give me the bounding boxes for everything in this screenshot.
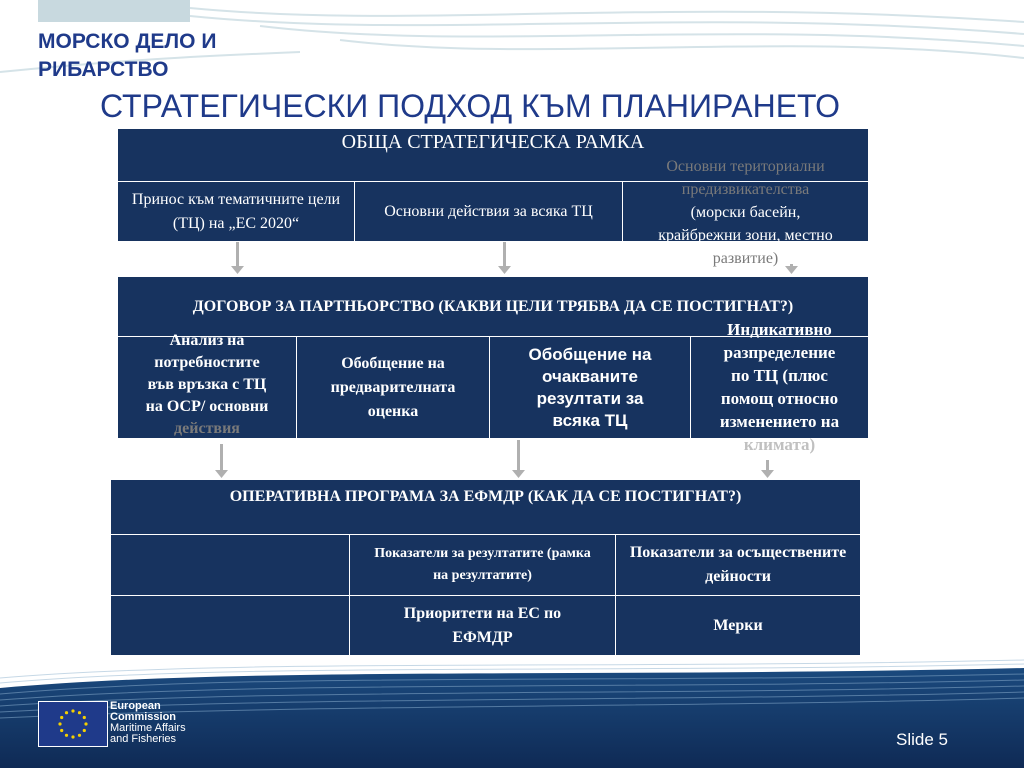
slide-label: Slide [896, 730, 934, 749]
allocation-line3: по ТЦ (плюс [731, 366, 828, 385]
strategic-framework-heading-text: ОБЩА СТРАТЕГИЧЕСКА РАМКА [341, 131, 645, 153]
needs-line1: Анализ на [169, 332, 245, 349]
framework-col-contribution-text: Принос към тематичните цели (ТЦ) на „ЕС 2020“ [131, 190, 341, 232]
ex-ante-text: Обобщение на предварителната оценка [330, 354, 456, 420]
partnership-col-allocation-text [690, 318, 869, 456]
framework-col-actions [354, 181, 623, 242]
challenges-line4: крайбрежни зони, местно [658, 227, 833, 244]
slide-number-label [896, 730, 948, 750]
op-programme-r2c1 [110, 595, 350, 656]
eu-priorities-text: Приоритети на ЕС по ЕФМДР [403, 604, 562, 646]
op-programme-output-indicators [615, 534, 861, 596]
op-programme-measures [615, 595, 861, 656]
ec-line1: European [110, 700, 161, 712]
op-programme-heading [110, 479, 861, 535]
org-name-line2: РИБАРСТВО [38, 58, 169, 81]
challenges-line1: Основни териториални [666, 158, 825, 175]
eu-flag-logo [38, 701, 108, 747]
results-text: Обобщение на очакваните резултати за всяка ТЦ [528, 344, 652, 430]
needs-line3: във връзка с ТЦ [147, 376, 267, 393]
needs-line2: потребностите [154, 354, 260, 371]
eu-stars-icon [39, 702, 107, 746]
ec-line3: Maritime Affairs [110, 722, 186, 734]
ec-line2: Commission [110, 711, 177, 723]
arrows-row1 [0, 240, 1024, 276]
challenges-line2: предизвикателства [681, 181, 810, 198]
allocation-line6: климата) [743, 435, 816, 454]
allocation-line2: разпределение [723, 343, 836, 362]
allocation-line5: изменението на [719, 412, 840, 431]
op-programme-heading-text: ОПЕРАТИВНА ПРОГРАМА ЗА ЕФМДР (КАК ДА СЕ ПОСТИГНАТ?) [229, 488, 742, 505]
measures-text: Мерки [713, 616, 763, 634]
partnership-heading-text: ДОГОВОР ЗА ПАРТНЬОРСТВО (КАКВИ ЦЕЛИ ТРЯБВА ДА СЕ ПОСТИГНАТ?) [192, 298, 794, 315]
header-accent-bar [38, 0, 190, 22]
partnership-col-ex-ante [296, 336, 490, 439]
op-programme-eu-priorities [349, 595, 616, 656]
allocation-line1: Индикативно [727, 320, 832, 339]
page-title: СТРАТЕГИЧЕСКИ ПОДХОД КЪМ ПЛАНИРАНЕТО [100, 88, 841, 124]
output-indicators-text: Показатели за осъществените дейности [629, 544, 847, 585]
ec-line4: and Fisheries [110, 733, 177, 745]
op-programme-r1c1 [110, 534, 350, 596]
partnership-col-results [489, 336, 691, 439]
partnership-col-needs-text [117, 330, 297, 440]
op-programme-result-indicators [349, 534, 616, 596]
challenges-line5: развитие) [712, 250, 779, 267]
slide-number: 5 [938, 730, 949, 749]
needs-line4: на ОСР/ основни [145, 398, 269, 415]
challenges-line3: (морски басейн, [690, 204, 801, 221]
result-indicators-text: Показатели за резултатите (рамка на резултатите) [374, 546, 591, 583]
commission-wordmark [110, 701, 186, 745]
org-name [38, 28, 338, 84]
arrows-row2 [0, 438, 1024, 480]
needs-line5: действия [174, 420, 240, 437]
framework-col-contribution [117, 181, 355, 242]
allocation-line4: помощ относно [720, 389, 839, 408]
framework-col-actions-text: Основни действия за всяка ТЦ [384, 202, 593, 220]
org-name-line1: МОРСКО ДЕЛО И [38, 30, 217, 53]
